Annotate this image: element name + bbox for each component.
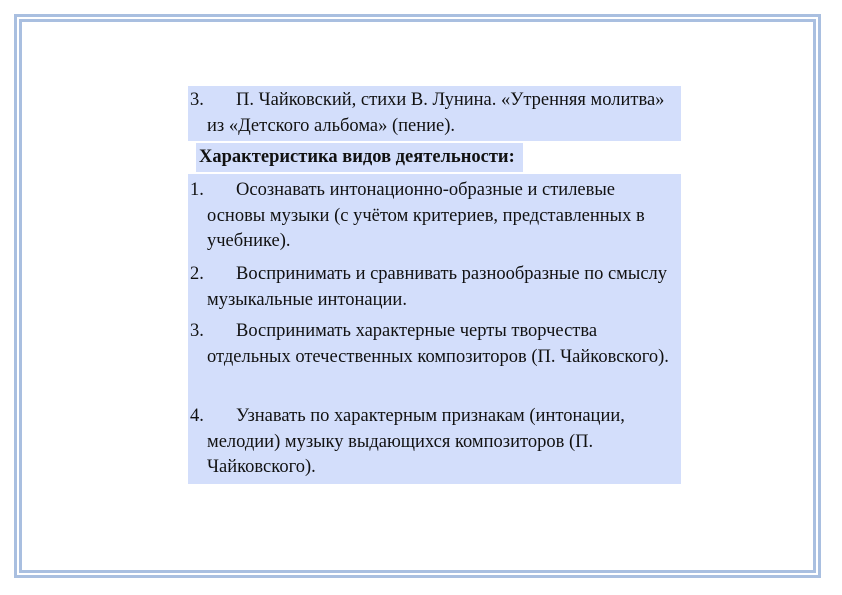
content-box (188, 86, 681, 484)
list-item-number: 2. (190, 264, 204, 284)
list-item-2 (188, 262, 681, 313)
list-item-number: 1. (190, 180, 204, 200)
list-item-text: Осознавать интонационно-образные и стилевые основы музыки (с учётом критериев, представленных в учебнике). (207, 180, 645, 251)
list-item-text: Узнавать по характерным признакам (интонации, мелодии) музыку выдающихся композиторов (П. Чайковского). (207, 406, 625, 477)
list-item-3 (188, 319, 681, 370)
list-item-4 (188, 404, 681, 481)
list-item-text: Воспринимать и сравнивать разнообразные по смыслу музыкальные интонации. (207, 264, 668, 310)
list-item-number: 3. (190, 321, 204, 341)
list-item-number: 3. (190, 90, 204, 110)
list-item-number: 4. (190, 406, 204, 426)
list-item-pre (188, 88, 681, 139)
section-heading: Характеристика видов деятельности: (196, 143, 523, 172)
list-item-text: Воспринимать характерные черты творчества отдельных отечественных композиторов (П. Чайковского). (207, 321, 669, 367)
list-item-text: П. Чайковский, стихи В. Лунина. «Утренняя молитва» из «Детского альбома» (пение). (207, 90, 665, 136)
list-item-1 (188, 178, 681, 255)
